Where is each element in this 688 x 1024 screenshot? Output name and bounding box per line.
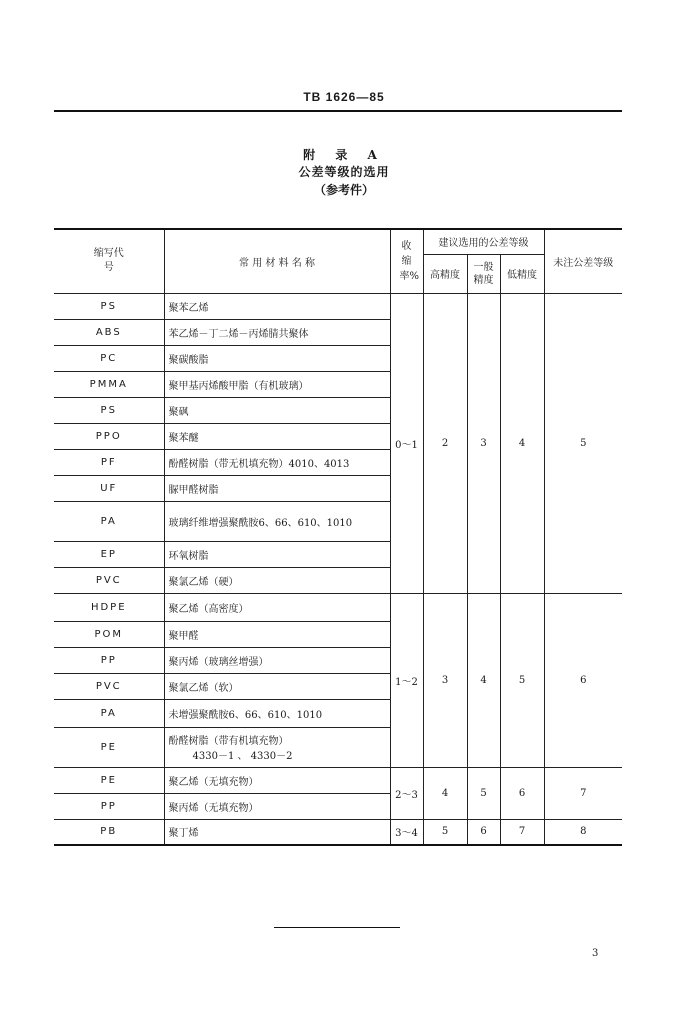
material-code: PP [54,793,164,819]
table-row [54,819,622,845]
material-name: 聚碳酸脂 [164,345,390,371]
material-code: PA [54,699,164,727]
header-recommended-group: 建议选用的公差等级 [423,229,544,254]
material-name: 聚丙烯（无填充物） [164,793,390,819]
material-code: PB [54,819,164,845]
grade-unnoted: 8 [544,819,622,845]
table-row [54,767,622,793]
grade-low-precision: 4 [500,293,544,593]
grade-low-precision: 7 [500,819,544,845]
header-high-precision: 高精度 [423,254,467,293]
header-general-precision: 一般精度 [467,254,500,293]
material-code: EP [54,541,164,567]
material-code: PC [54,345,164,371]
table-row [54,293,622,319]
shrinkage-range: 2～3 [390,767,423,819]
material-code: POM [54,621,164,647]
material-code: PE [54,727,164,767]
grade-unnoted: 7 [544,767,622,819]
material-name: 酚醛树脂（带无机填充物）4010、4013 [164,449,390,475]
material-code: PMMA [54,371,164,397]
table-body [54,293,622,845]
material-name: 脲甲醛树脂 [164,475,390,501]
material-name: 聚砜 [164,397,390,423]
header-shrinkage: 收缩率% [390,229,423,293]
appendix-title: 附 录 A [303,148,385,162]
page-number: 3 [592,948,599,959]
material-name: 玻璃纤维增强聚酰胺6、66、610、1010 [164,501,390,541]
footer-rule [274,927,400,928]
material-code: PF [54,449,164,475]
grade-unnoted: 5 [544,293,622,593]
grade-high-precision: 4 [423,767,467,819]
grade-high-precision: 5 [423,819,467,845]
material-name: 聚甲基丙烯酸甲脂（有机玻璃） [164,371,390,397]
material-code: PS [54,397,164,423]
grade-general-precision: 4 [467,593,500,767]
material-name: 聚丙烯（玻璃丝增强） [164,647,390,673]
material-code: PE [54,767,164,793]
material-name: 聚氯乙烯（软） [164,673,390,699]
appendix-subtitle: 公差等级的选用 [298,165,390,179]
header-rule [54,110,622,112]
material-name: 聚苯乙烯 [164,293,390,319]
material-code: PA [54,501,164,541]
grade-general-precision: 5 [467,767,500,819]
grade-general-precision: 6 [467,819,500,845]
grade-low-precision: 5 [500,593,544,767]
material-name: 聚甲醛 [164,621,390,647]
header-code: 缩写代号 [54,229,164,293]
document-header: TB 1626—85 [303,90,385,104]
material-name: 酚醛树脂（带有机填充物） 4330－1 、 4330－2 [164,727,390,767]
grade-unnoted: 6 [544,593,622,767]
material-name-line2: 4330－1 、 4330－2 [192,751,293,762]
grade-general-precision: 3 [467,293,500,593]
table-row [54,593,622,621]
material-code: ABS [54,319,164,345]
material-name: 苯乙烯－丁二烯－丙烯腈共聚体 [164,319,390,345]
material-name: 聚乙烯（高密度） [164,593,390,621]
material-code: PVC [54,567,164,593]
shrinkage-range: 0～1 [390,293,423,593]
material-name: 聚氯乙烯（硬） [164,567,390,593]
grade-low-precision: 6 [500,767,544,819]
tolerance-grade-table [54,228,622,846]
header-material: 常 用 材 料 名 称 [164,229,390,293]
material-code: PVC [54,673,164,699]
grade-high-precision: 3 [423,593,467,767]
material-code: PS [54,293,164,319]
material-code: HDPE [54,593,164,621]
material-code: PPO [54,423,164,449]
shrinkage-range: 3～4 [390,819,423,845]
material-code: UF [54,475,164,501]
header-unnoted: 未注公差等级 [544,229,622,293]
appendix-note: （参考件） [313,183,374,197]
grade-high-precision: 2 [423,293,467,593]
material-name: 环氧树脂 [164,541,390,567]
material-name: 聚乙烯（无填充物） [164,767,390,793]
header-low-precision: 低精度 [500,254,544,293]
material-name: 未增强聚酰胺6、66、610、1010 [164,699,390,727]
material-name: 聚丁烯 [164,819,390,845]
shrinkage-range: 1～2 [390,593,423,767]
material-code: PP [54,647,164,673]
material-name: 聚苯醚 [164,423,390,449]
